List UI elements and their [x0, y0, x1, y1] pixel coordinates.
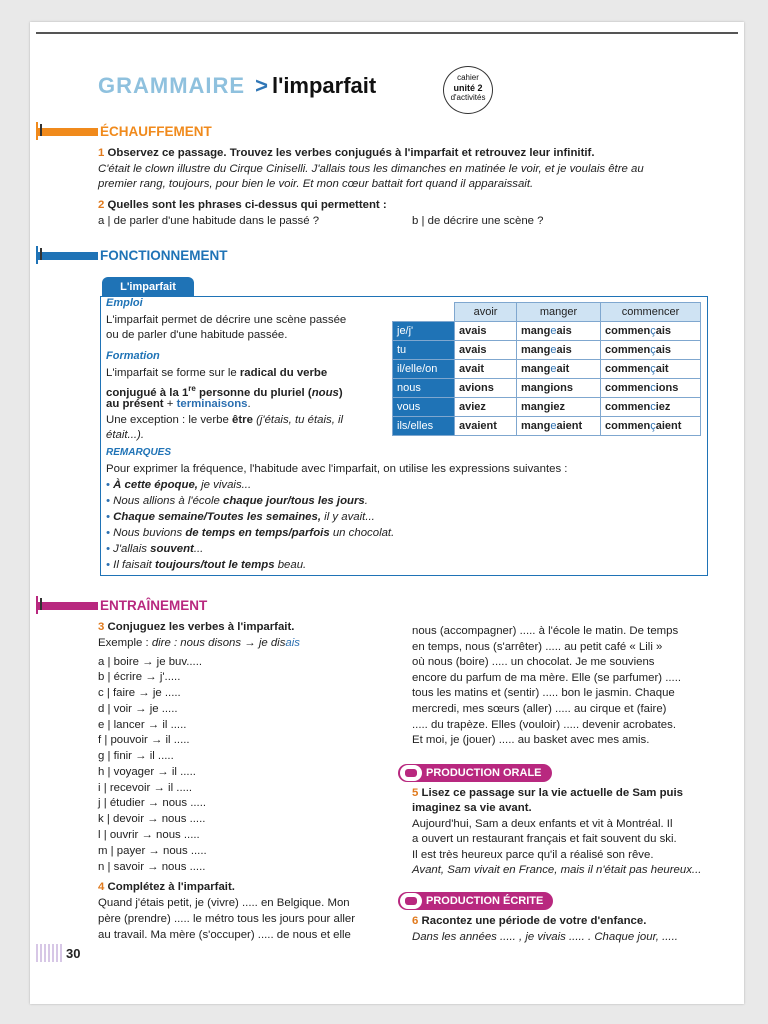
right-column-line: Et moi, je (jouer) ..... au basket avec mes amis. — [412, 734, 650, 746]
table-header: avoir — [455, 303, 517, 322]
text-italic: (j'étais, tu étais, il — [252, 414, 344, 426]
formation-title: Formation — [106, 350, 160, 362]
text-bold: de temps en temps/parfois — [185, 527, 330, 539]
stem: mang — [521, 344, 551, 356]
ending: ions — [655, 382, 679, 394]
exercise-item: l | ouvrir → nous ..... — [98, 829, 200, 841]
ending: ait — [655, 363, 669, 375]
stem: mang — [521, 363, 551, 375]
ending: ait — [471, 363, 485, 375]
table-header-row — [393, 303, 701, 322]
ending: ais — [655, 325, 672, 337]
manger-cell — [517, 360, 601, 379]
exercise-item: h | voyager → il ..... — [98, 766, 196, 778]
text: il y avait... — [321, 511, 375, 523]
stem: av — [459, 382, 472, 394]
margin-mark — [40, 124, 42, 136]
stem-change: ç — [650, 325, 656, 337]
ending: ais — [471, 344, 487, 356]
question-3-example — [98, 636, 300, 652]
exercise-item: a | boire → je buv..... — [98, 656, 203, 668]
title-arrow: > — [255, 73, 268, 98]
exercise-item: d | voir → je ..... — [98, 703, 178, 715]
right-column-line: tous les matins et (sentir) ..... bon le jasmin. Chaque — [412, 687, 675, 699]
page-title — [98, 73, 376, 99]
superscript: re — [188, 384, 196, 393]
emploi-line-2: ou de parler d'une habitude passée. — [106, 329, 288, 341]
right-column-line: ..... du trapèze. Elles (vouloir) ..... devenir acrobates. — [412, 719, 677, 731]
formation-line-5: était...). — [106, 429, 144, 441]
pronoun-cell: tu — [393, 341, 455, 360]
orale-line: Il est très heureux parce qu'il a réalisé son rêve. — [412, 849, 654, 861]
section-title: FONCTIONNEMENT — [100, 248, 228, 263]
table-row — [393, 398, 701, 417]
commencer-cell — [601, 379, 701, 398]
manger-cell — [517, 398, 601, 417]
text: Exemple : — [98, 637, 152, 649]
question-1-text: Observez ce passage. Trouvez les verbes conjugués à l'imparfait et retrouvez leur infinitif. — [107, 147, 595, 159]
question-2 — [98, 198, 387, 214]
text-italic: → je dis — [241, 637, 286, 649]
ending: iez — [550, 401, 566, 413]
text-italic: nous — [311, 386, 339, 399]
question-5-line-2: imaginez sa vie avant. — [412, 802, 532, 814]
remarque-item: • Nous buvions de temps en temps/parfois un chocolat. — [106, 527, 395, 539]
formation-line-1 — [106, 366, 327, 382]
stem: commen — [605, 401, 651, 413]
avoir-cell — [455, 417, 517, 436]
page-number-stripes — [36, 944, 64, 962]
question-3 — [98, 620, 294, 636]
avoir-cell — [455, 341, 517, 360]
section-title: ÉCHAUFFEMENT — [100, 124, 212, 139]
remarque-item: • J'allais souvent... — [106, 543, 204, 555]
text: personne du pluriel ( — [195, 386, 312, 399]
passage-line-2: premier rang, toujours, pour bien le voir. Et mon cœur battait fort quand il apparaissait. — [98, 178, 534, 190]
exercise-item: i | recevoir → il ..... — [98, 782, 193, 794]
text-bold: Chaque semaine/Toutes les semaines, — [113, 511, 322, 523]
ending: ais — [655, 344, 672, 356]
question-2-b: b | de décrire une scène ? — [412, 215, 544, 227]
text: un chocolat. — [329, 527, 395, 539]
table-row — [393, 417, 701, 436]
pronoun-cell: je/j' — [393, 322, 455, 341]
exercise-item: j | étudier → nous ..... — [98, 797, 207, 809]
remarque-item: • Chaque semaine/Toutes les semaines, il y avait... — [106, 511, 375, 523]
ending: aient — [556, 420, 583, 432]
exercise-item: b | écrire → j'..... — [98, 671, 181, 683]
right-column-line: encore du parfum de ma mère. Elle (se parfumer) ..... — [412, 672, 682, 684]
section-bar — [38, 602, 98, 610]
stem: av — [459, 344, 472, 356]
stem-change: e — [550, 420, 557, 432]
text: Nous allions à l'école — [113, 495, 223, 507]
text: . — [364, 495, 368, 507]
ending: aient — [471, 420, 497, 432]
stem: av — [459, 325, 472, 337]
margin-mark — [40, 598, 42, 610]
ending: ais — [556, 325, 572, 337]
margin-mark — [40, 248, 42, 260]
stem: av — [459, 401, 472, 413]
exercise-item: g | finir → il ..... — [98, 750, 174, 762]
stem-change: c — [650, 401, 656, 413]
section-mark — [36, 122, 38, 140]
ending: iez — [471, 401, 486, 413]
text-bold: toujours/tout le temps — [154, 559, 275, 571]
text: J'allais — [113, 543, 151, 555]
emploi-line-1: L'imparfait permet de décrire une scène passée — [106, 314, 347, 326]
table-row — [393, 360, 701, 379]
question-number: 5 — [412, 787, 419, 799]
table-row — [393, 322, 701, 341]
commencer-cell — [601, 360, 701, 379]
question-6-text: Racontez une période de votre d'enfance. — [421, 915, 647, 927]
text: ... — [193, 543, 204, 555]
formation-line-3 — [106, 397, 251, 413]
question-3-text: Conjuguez les verbes à l'imparfait. — [107, 621, 295, 633]
exercise-item: k | devoir → nous ..... — [98, 813, 206, 825]
section-bar — [38, 252, 98, 260]
cahier-stamp — [443, 66, 493, 114]
section-echauffement — [100, 124, 212, 139]
badge-label: PRODUCTION ORALE — [426, 767, 542, 779]
pronoun-cell: il/elle/on — [393, 360, 455, 379]
section-fonctionnement — [100, 248, 228, 263]
remarque-item: • Nous allions à l'école chaque jour/tous les jours. — [106, 495, 368, 507]
commencer-cell — [601, 322, 701, 341]
emploi-title: Emploi — [106, 297, 143, 309]
stem: commen — [605, 344, 651, 356]
text: ) — [338, 386, 343, 399]
exercise-item: f | pouvoir → il ..... — [98, 734, 190, 746]
text-bold: souvent — [150, 543, 194, 555]
commencer-cell — [601, 398, 701, 417]
pencil-note-icon — [400, 893, 422, 909]
stem: mang — [521, 325, 551, 337]
text-bold: À cette époque, — [113, 479, 198, 491]
avoir-cell — [455, 379, 517, 398]
exercise-item: c | faire → je ..... — [98, 687, 181, 699]
badge-label: PRODUCTION ÉCRITE — [426, 895, 544, 907]
remarque-item: • Il faisait toujours/tout le temps beau. — [106, 559, 307, 571]
text: . — [247, 398, 251, 410]
right-column-line: mercredi, mes sœurs (aller) ..... au cirque et (faire) — [412, 703, 667, 715]
text-bold: radical du verbe — [239, 367, 328, 379]
commencer-cell — [601, 341, 701, 360]
right-column-line: nous (accompagner) ..... à l'école le matin. De temps — [412, 625, 679, 637]
page-top-rule — [36, 32, 738, 34]
question-6 — [412, 914, 646, 930]
text: conjugué à la 1 — [106, 386, 189, 399]
right-column-line: en temps, nous (s'arrêter) ..... au petit café « Lili » — [412, 641, 663, 653]
stem-change: c — [650, 382, 656, 394]
ending: ions — [471, 382, 494, 394]
exercise-item: e | lancer → il ..... — [98, 719, 187, 731]
stem: commen — [605, 325, 651, 337]
text-ending: ais — [285, 637, 300, 649]
question-number: 2 — [98, 199, 105, 211]
section-title: ENTRAÎNEMENT — [100, 598, 208, 613]
section-mark — [36, 246, 38, 264]
title-grammaire: GRAMMAIRE — [98, 73, 246, 98]
stem: mang — [521, 401, 551, 413]
orale-line: Aujourd'hui, Sam a deux enfants et vit à Montréal. Il — [412, 818, 673, 830]
text-bold: au présent — [106, 398, 164, 410]
commencer-cell — [601, 417, 701, 436]
exercise-item: m | payer → nous ..... — [98, 845, 207, 857]
table-row — [393, 341, 701, 360]
manger-cell — [517, 322, 601, 341]
stem-change: ç — [650, 363, 656, 375]
stamp-line3: d'activités — [450, 93, 486, 102]
manger-cell — [517, 417, 601, 436]
production-orale-badge — [398, 764, 552, 782]
formation-line-4 — [106, 413, 343, 429]
stem-change: e — [550, 325, 557, 337]
stem: av — [459, 420, 472, 432]
stem-change: e — [550, 344, 557, 356]
ending: ais — [471, 325, 487, 337]
stem-change: e — [550, 363, 557, 375]
stem: av — [459, 363, 472, 375]
remarques-title: REMARQUES — [106, 447, 172, 458]
remarque-item: • À cette époque, je vivais... — [106, 479, 252, 491]
text: + — [163, 398, 177, 410]
pronoun-cell: vous — [393, 398, 455, 417]
stem: mang — [521, 382, 551, 394]
stem: commen — [605, 382, 651, 394]
question-number: 6 — [412, 915, 419, 927]
text: Il faisait — [113, 559, 155, 571]
text: Nous buvions — [113, 527, 186, 539]
question-2-a: a | de parler d'une habitude dans le passé ? — [98, 215, 320, 227]
section-bar — [38, 128, 98, 136]
orale-italic-line: Avant, Sam vivait en France, mais il n'était pas heureux... — [412, 864, 702, 876]
imparfait-tab: L'imparfait — [102, 277, 194, 297]
question-4-line: au travail. Ma mère (s'occuper) ..... de nous et elle — [98, 929, 351, 941]
ending: ions — [550, 382, 573, 394]
exercise-item: n | savoir → nous ..... — [98, 861, 206, 873]
stem: commen — [605, 363, 651, 375]
pronoun-cell: ils/elles — [393, 417, 455, 436]
question-6-line: Dans les années ..... , je vivais ..... . Chaque jour, ..... — [412, 931, 678, 943]
ending: aient — [655, 420, 682, 432]
ending: iez — [655, 401, 671, 413]
right-column-line: où nous (boire) ..... un chocolat. Je me souviens — [412, 656, 655, 668]
stem-change: ç — [650, 420, 656, 432]
text-bold: être — [232, 414, 253, 426]
orale-line: a ouvert un restaurant français et fait souvent du ski. — [412, 833, 677, 845]
text: Une exception : le verbe — [106, 414, 233, 426]
remarques-intro: Pour exprimer la fréquence, l'habitude avec l'imparfait, on utilise les expressions suivantes : — [106, 463, 568, 475]
production-ecrite-badge — [398, 892, 553, 910]
pronoun-cell: nous — [393, 379, 455, 398]
manger-cell — [517, 341, 601, 360]
question-1 — [98, 146, 595, 162]
table-header: manger — [517, 303, 601, 322]
avoir-cell — [455, 322, 517, 341]
question-4-line: Quand j'étais petit, je (vivre) ..... en Belgique. Mon — [98, 897, 350, 909]
avoir-cell — [455, 398, 517, 417]
question-4-text: Complétez à l'imparfait. — [107, 881, 235, 893]
ending: ais — [556, 344, 572, 356]
text-italic: dire : nous disons — [151, 637, 242, 649]
avoir-cell — [455, 360, 517, 379]
conjugation-table — [392, 302, 701, 436]
section-mark — [36, 596, 38, 614]
question-number: 1 — [98, 147, 105, 159]
stamp-line2: unité 2 — [453, 83, 483, 93]
stem: mang — [521, 420, 551, 432]
manger-cell — [517, 379, 601, 398]
ending: ait — [556, 363, 570, 375]
passage-line-1: C'était le clown illustre du Cirque Ciniselli. J'allais tous les dimanches en matinée le voir, et je voulais être au — [98, 163, 644, 175]
question-5 — [412, 786, 683, 802]
question-2-text: Quelles sont les phrases ci-dessus qui permettent : — [107, 199, 387, 211]
text-bold: chaque jour/tous les jours — [222, 495, 365, 507]
title-topic: l'imparfait — [271, 73, 377, 98]
text: je vivais... — [197, 479, 252, 491]
page-number: 30 — [66, 946, 81, 961]
table-header: commencer — [601, 303, 701, 322]
table-row — [393, 379, 701, 398]
question-4-line: père (prendre) ..... le métro tous les jours pour aller — [98, 913, 356, 925]
speech-bubble-icon — [400, 765, 422, 781]
stamp-line1: cahier — [457, 73, 479, 82]
question-number: 3 — [98, 621, 105, 633]
text: L'imparfait se forme sur le — [106, 367, 240, 379]
text-bold-blue: terminaisons — [176, 398, 248, 410]
question-number: 4 — [98, 881, 105, 893]
text: beau. — [274, 559, 307, 571]
section-entrainement — [100, 598, 207, 613]
stem-change: ç — [650, 344, 656, 356]
question-4 — [98, 880, 235, 896]
table-corner — [393, 303, 455, 322]
stem: commen — [605, 420, 651, 432]
question-5-text: Lisez ce passage sur la vie actuelle de Sam puis — [421, 787, 683, 799]
